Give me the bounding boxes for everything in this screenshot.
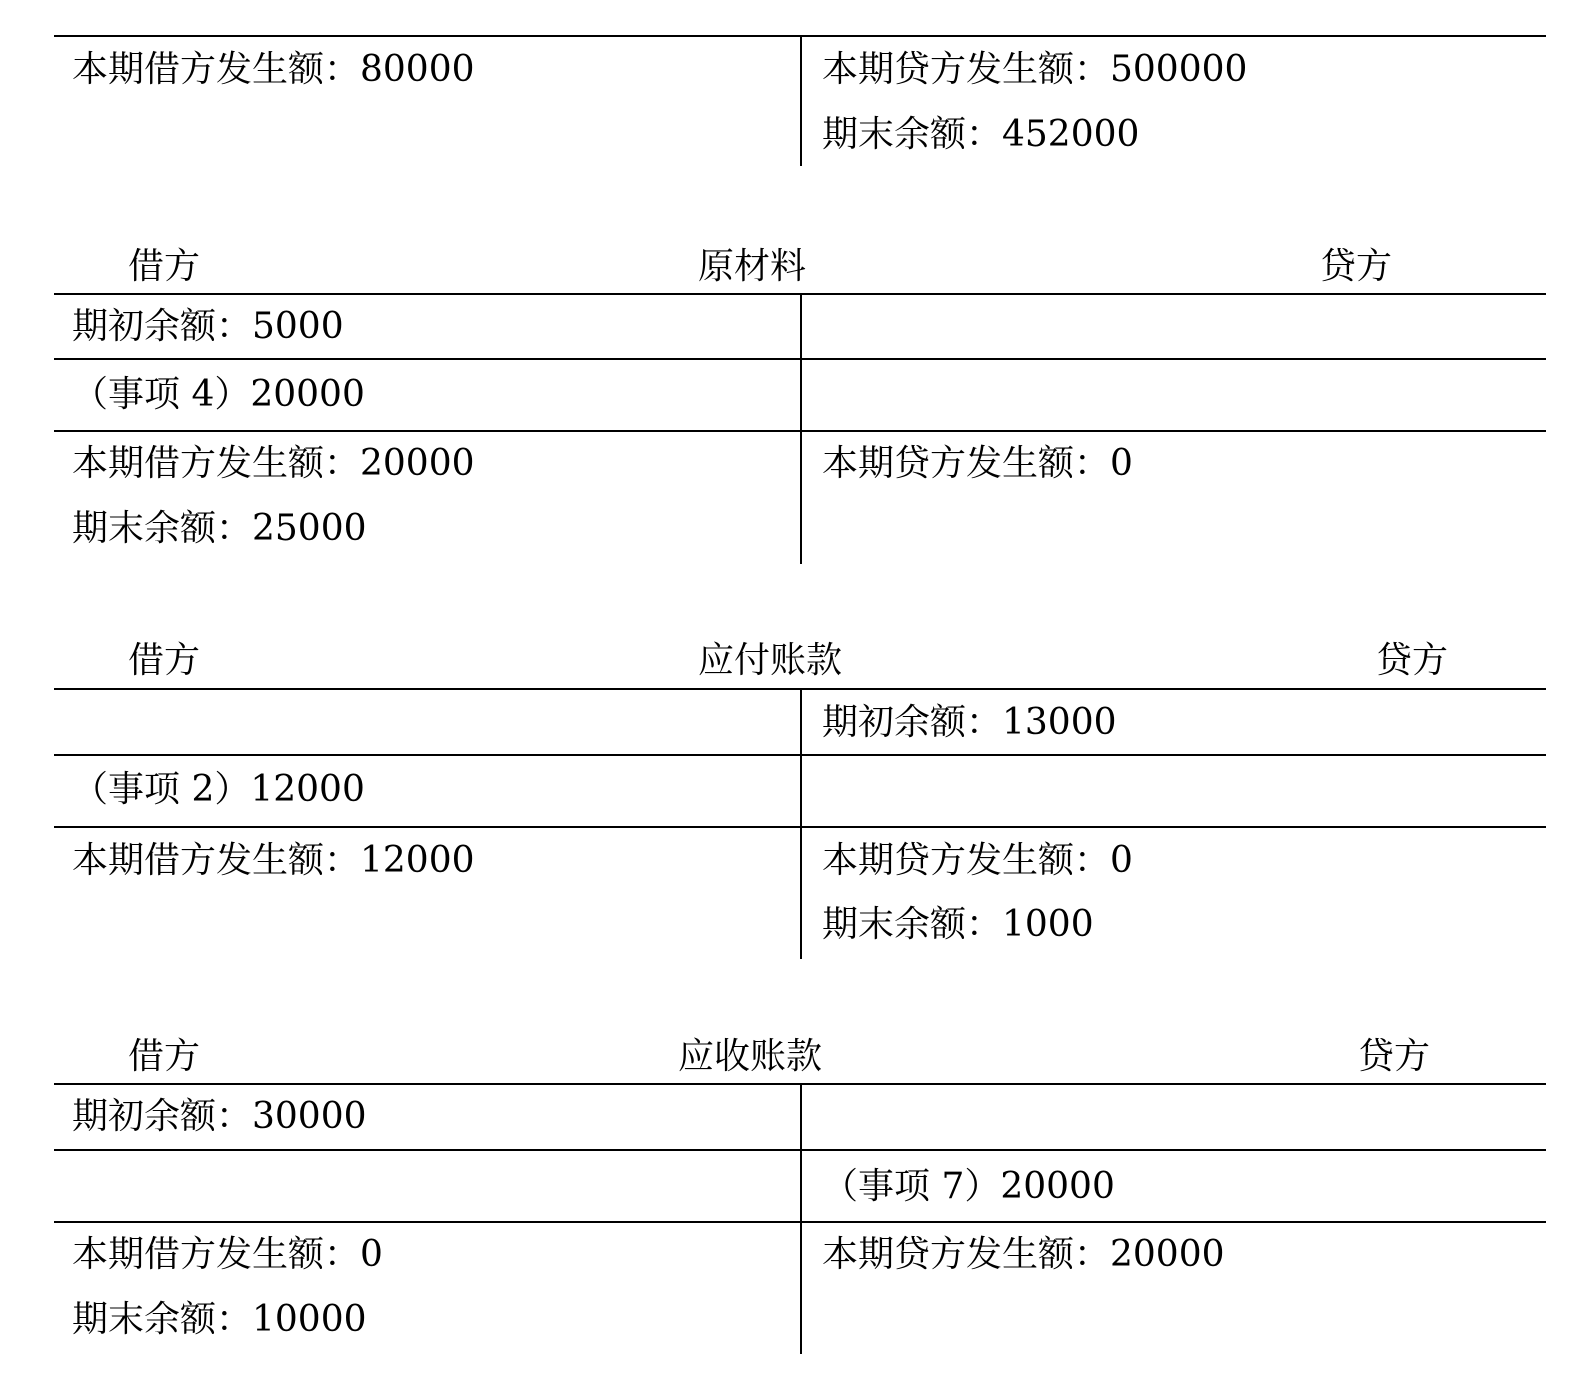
partial-account-debit-total: 本期借方发生额：80000 [72,49,475,90]
raw-materials-entry-debit: （事项 4）20000 [72,374,365,415]
accounts-receivable-row-rule-2 [54,1221,1546,1223]
raw-materials-credit-total: 本期贷方发生额：0 [822,443,1133,484]
accounts-payable-entry-debit: （事项 2）12000 [72,769,365,810]
accounts-receivable-title: 应收账款 [678,1036,823,1077]
accounts-payable-opening-balance: 期初余额：13000 [822,702,1117,743]
partial-account-ending-balance: 期末余额：452000 [822,114,1140,155]
accounts-receivable-credit-label: 贷方 [1358,1036,1431,1077]
accounts-payable-credit-total: 本期贷方发生额：0 [822,840,1133,881]
accounts-receivable-row-rule-1 [54,1149,1546,1151]
raw-materials-credit-label: 贷方 [1320,246,1393,287]
accounts-receivable-entry-credit: （事项 7）20000 [822,1166,1115,1207]
accounts-payable-credit-label: 贷方 [1376,640,1449,681]
accounts-receivable-credit-total: 本期贷方发生额：20000 [822,1234,1225,1275]
raw-materials-opening-balance: 期初余额：5000 [72,306,344,347]
raw-materials-ending-balance: 期末余额：25000 [72,508,367,549]
partial-account-credit-total: 本期贷方发生额：500000 [822,49,1248,90]
accounts-receivable-ending-balance: 期末余额：10000 [72,1299,367,1340]
partial-account-divider [800,36,802,166]
accounts-payable-debit-label: 借方 [128,640,201,681]
accounts-payable-ending-balance: 期末余额：1000 [822,904,1094,945]
accounts-payable-debit-total: 本期借方发生额：12000 [72,840,475,881]
accounts-receivable-debit-label: 借方 [128,1036,201,1077]
raw-materials-debit-total: 本期借方发生额：20000 [72,443,475,484]
raw-materials-divider [800,294,802,564]
accounts-payable-row-rule-2 [54,826,1546,828]
accounts-receivable-opening-balance: 期初余额：30000 [72,1096,367,1137]
accounts-payable-row-rule-1 [54,754,1546,756]
accounts-payable-title: 应付账款 [698,640,843,681]
raw-materials-title: 原材料 [698,246,807,287]
raw-materials-debit-label: 借方 [128,246,201,287]
accounts-receivable-divider [800,1084,802,1354]
accounts-receivable-debit-total: 本期借方发生额：0 [72,1234,383,1275]
accounts-payable-divider [800,689,802,959]
raw-materials-row-rule-1 [54,358,1546,360]
raw-materials-row-rule-2 [54,430,1546,432]
